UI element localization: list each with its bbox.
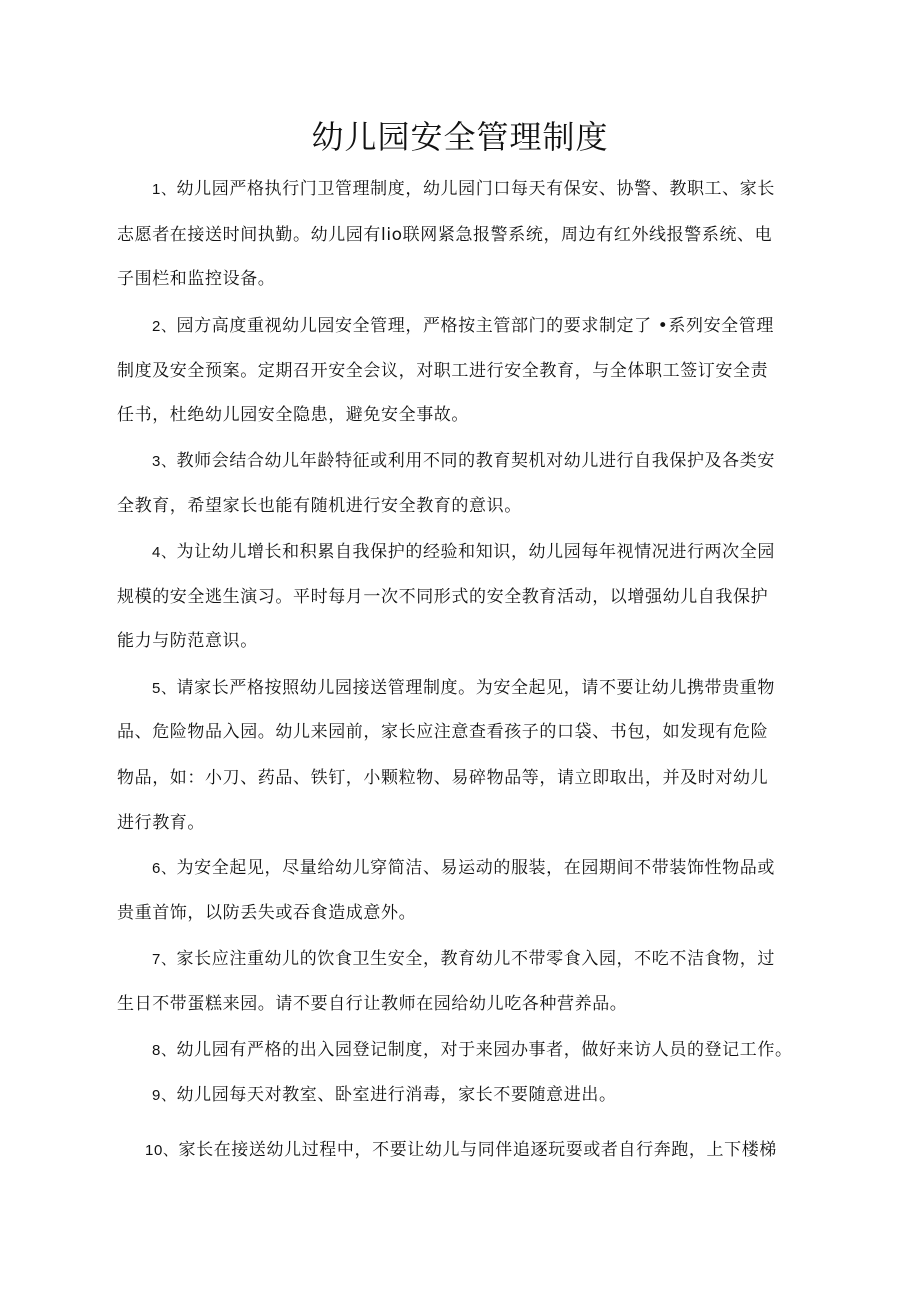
paragraph-1-line-2: 志愿者在接送时间执勤。幼儿园有lio联网紧急报警系统，周边有红外线报警系统、电 (117, 225, 773, 245)
paragraph-4-number: 4、 (152, 544, 177, 561)
paragraph-5-line-3: 物品，如：小刀、药品、铁钉，小颗粒物、易碎物品等，请立即取出，并及时对幼儿 (117, 768, 769, 788)
paragraph-3-number: 3、 (152, 453, 177, 470)
paragraph-5-line-4: 进行教育。 (117, 813, 205, 833)
paragraph-8-line-1: 8、幼儿园有严格的出入园登记制度，对于来园办事者，做好来访人员的登记工作。 (152, 1040, 793, 1060)
paragraph-1-line-3: 子围栏和监控设备。 (117, 269, 276, 289)
paragraph-2-number: 2、 (152, 318, 177, 335)
paragraph-5-number: 5、 (152, 680, 177, 697)
paragraph-2-line-3: 任书，杜绝幼儿园安全隐患，避免安全事故。 (117, 405, 469, 425)
paragraph-6-line-2: 贵重首饰，以防丢失或吞食造成意外。 (117, 903, 417, 923)
page-title: 幼儿园安全管理制度 (311, 118, 609, 156)
paragraph-4-line-3: 能力与防范意识。 (117, 631, 258, 651)
paragraph-2-line-1: 2、园方高度重视幼儿园安全管理，严格按主管部门的要求制定了 •系列安全管理 (152, 316, 774, 336)
paragraph-10-number: 10、 (145, 1142, 179, 1159)
paragraph-7-line-1: 7、家长应注重幼儿的饮食卫生安全，教育幼儿不带零食入园，不吃不洁食物，过 (152, 949, 775, 969)
paragraph-1-number: 1、 (152, 181, 177, 198)
paragraph-6-line-1: 6、为安全起见，尽量给幼儿穿简洁、易运动的服装，在园期间不带装饰性物品或 (152, 858, 775, 878)
paragraph-9-line-1: 9、幼儿园每天对教室、卧室进行消毒，家长不要随意进出。 (152, 1085, 617, 1105)
paragraph-1-line-1: 1、幼儿园严格执行门卫管理制度，幼儿园门口每天有保安、协警、教职工、家长 (152, 179, 775, 199)
paragraph-7-number: 7、 (152, 951, 177, 968)
paragraph-3-line-1: 3、教师会结合幼儿年龄特征或利用不同的教育契机对幼儿进行自我保护及各类安 (152, 451, 775, 471)
paragraph-5-line-2: 品、危险物品入园。幼儿来园前，家长应注意查看孩子的口袋、书包，如发现有危险 (117, 722, 769, 742)
paragraph-3-line-2: 全教育，希望家长也能有随机进行安全教育的意识。 (117, 496, 522, 516)
paragraph-9-number: 9、 (152, 1087, 177, 1104)
paragraph-5-line-1: 5、请家长严格按照幼儿园接送管理制度。为安全起见，请不要让幼儿携带贵重物 (152, 678, 775, 698)
paragraph-10-line-1: 10、家长在接送幼儿过程中，不要让幼儿与同伴追逐玩耍或者自行奔跑，上下楼梯 (145, 1140, 777, 1160)
paragraph-4-line-1: 4、为让幼儿增长和积累自我保护的经验和知识，幼儿园每年视情况进行两次全园 (152, 542, 775, 562)
paragraph-8-number: 8、 (152, 1042, 177, 1059)
paragraph-2-line-2: 制度及安全预案。定期召开安全会议，对职工进行安全教育，与全体职工签订安全责 (117, 361, 769, 381)
paragraph-4-line-2: 规模的安全逃生演习。平时每月一次不同形式的安全教育活动，以增强幼儿自我保护 (117, 587, 769, 607)
paragraph-6-number: 6、 (152, 860, 177, 877)
paragraph-7-line-2: 生日不带蛋糕来园。请不要自行让教师在园给幼儿吃各种营养品。 (117, 994, 628, 1014)
